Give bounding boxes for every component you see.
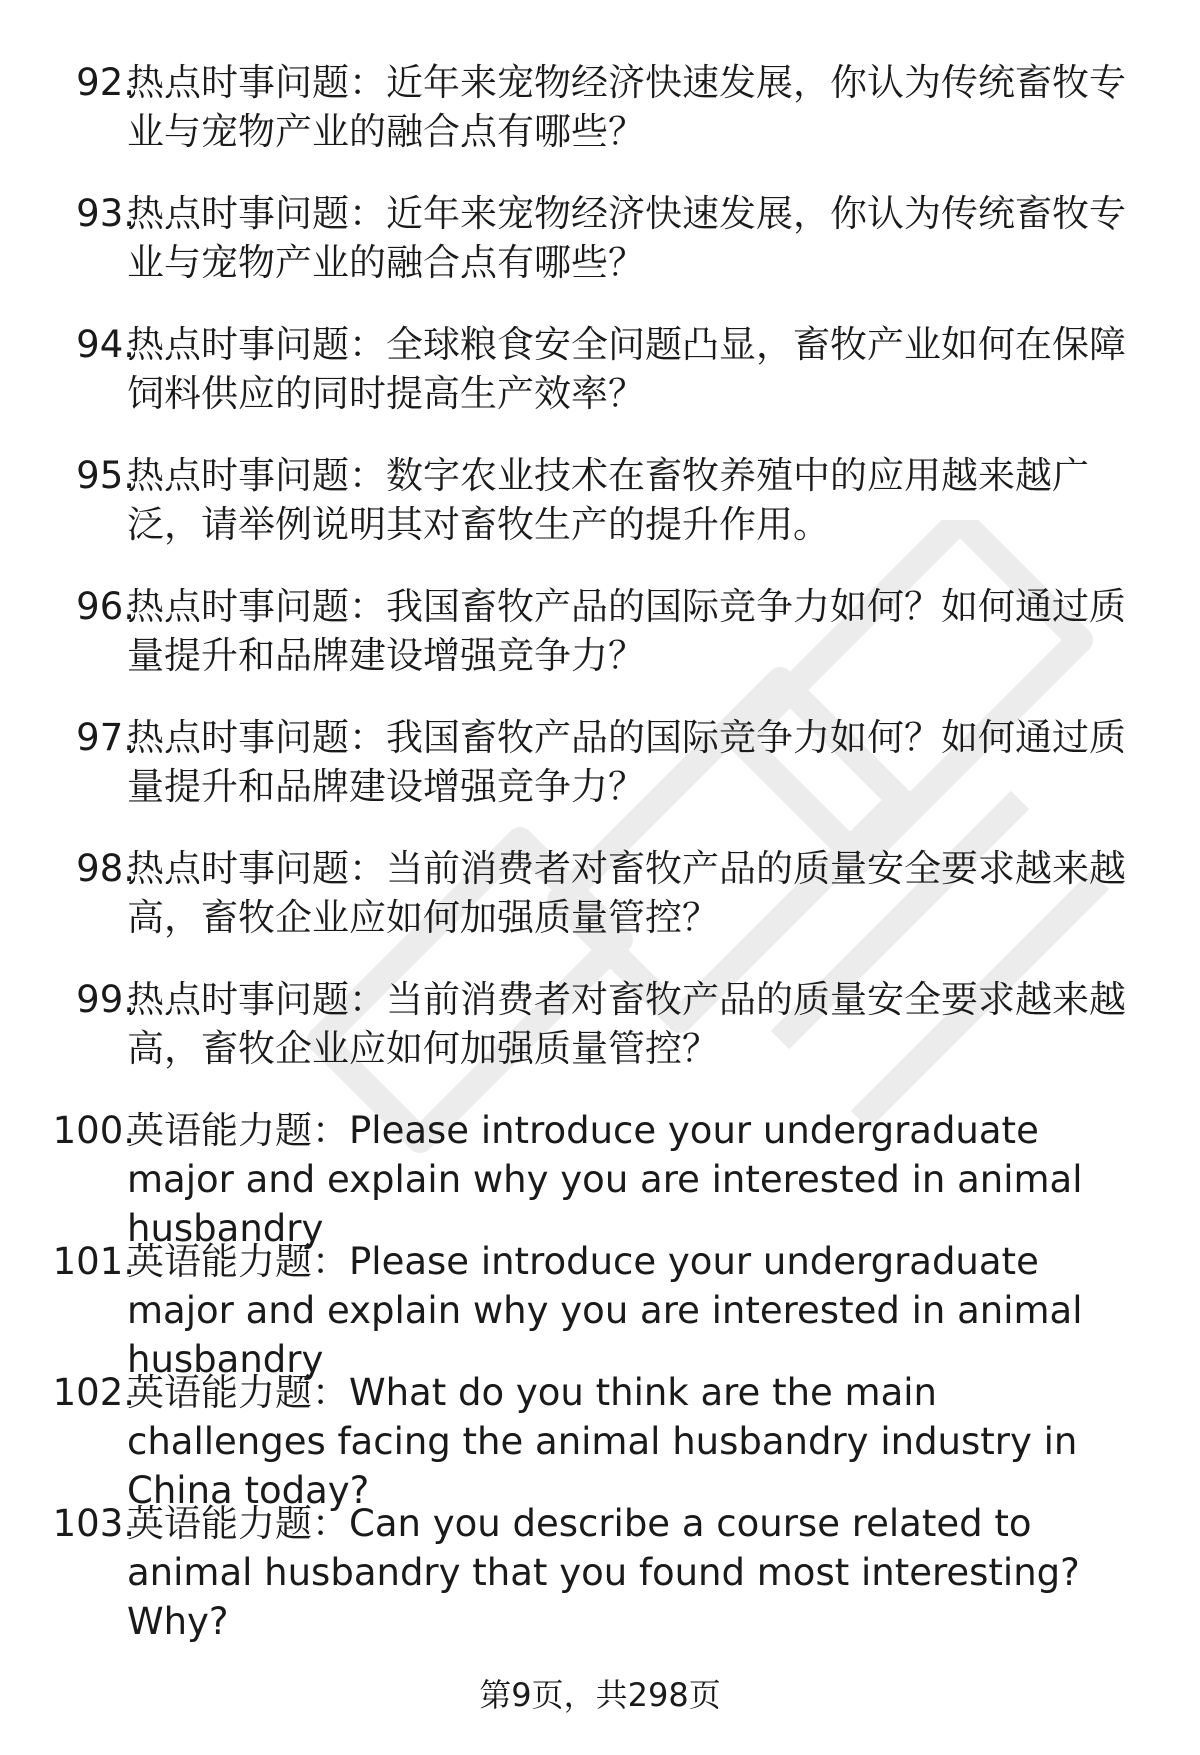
- question-item: [0, 1368, 1200, 1512]
- question-number: 97.: [76, 716, 135, 759]
- question-item: [0, 1499, 1200, 1643]
- question-number: 93.: [76, 192, 135, 235]
- question-number: 96.: [76, 585, 135, 628]
- question-text: 热点时事问题：我国畜牧产品的国际竞争力如何？如何通过质量提升和品牌建设增强竞争力？: [127, 585, 1126, 677]
- question-number: 95.: [76, 454, 135, 497]
- question-text: 英语能力题：What do you think are the main challenges facing the animal husbandry industry in China today?: [127, 1371, 1078, 1512]
- question-item: [0, 189, 1200, 320]
- question-text: 热点时事问题：近年来宠物经济快速发展，你认为传统畜牧专业与宠物产业的融合点有哪些？: [127, 192, 1126, 284]
- question-number: 101.: [52, 1240, 135, 1283]
- question-number: 102.: [52, 1371, 135, 1414]
- question-item: [0, 844, 1200, 975]
- question-text: 热点时事问题：我国畜牧产品的国际竞争力如何？如何通过质量提升和品牌建设增强竞争力？: [127, 716, 1126, 808]
- question-number: 99.: [76, 978, 135, 1021]
- question-text: 热点时事问题：全球粮食安全问题凸显，畜牧产业如何在保障饲料供应的同时提高生产效率？: [127, 323, 1126, 415]
- question-item: [0, 975, 1200, 1106]
- question-item: [0, 320, 1200, 451]
- question-item: [0, 713, 1200, 844]
- question-item: [0, 1237, 1200, 1381]
- question-text: 英语能力题：Please introduce your undergraduate major and explain why you are interested in animal husbandry: [127, 1109, 1083, 1250]
- question-text: 热点时事问题：当前消费者对畜牧产品的质量安全要求越来越高，畜牧企业应如何加强质量管控？: [127, 847, 1126, 939]
- question-item: [0, 451, 1200, 582]
- question-number: 103.: [52, 1502, 135, 1545]
- question-item: [0, 58, 1200, 189]
- question-item: [0, 582, 1200, 713]
- page-footer: 第9页，共298页: [479, 1676, 721, 1714]
- question-list: [0, 58, 1200, 1643]
- question-number: 92.: [76, 61, 135, 104]
- question-text: 热点时事问题：数字农业技术在畜牧养殖中的应用越来越广泛，请举例说明其对畜牧生产的提升作用。: [127, 454, 1089, 546]
- question-number: 98.: [76, 847, 135, 890]
- question-text: 热点时事问题：当前消费者对畜牧产品的质量安全要求越来越高，畜牧企业应如何加强质量管控？: [127, 978, 1126, 1070]
- question-text: 英语能力题：Please introduce your undergraduate major and explain why you are interested in animal husbandry: [127, 1240, 1083, 1381]
- question-text: 热点时事问题：近年来宠物经济快速发展，你认为传统畜牧专业与宠物产业的融合点有哪些？: [127, 61, 1126, 153]
- question-number: 100.: [52, 1109, 135, 1152]
- question-text: 英语能力题：Can you describe a course related to animal husbandry that you found most interesting? Why?: [127, 1502, 1080, 1643]
- question-item: [0, 1106, 1200, 1250]
- question-number: 94.: [76, 323, 135, 366]
